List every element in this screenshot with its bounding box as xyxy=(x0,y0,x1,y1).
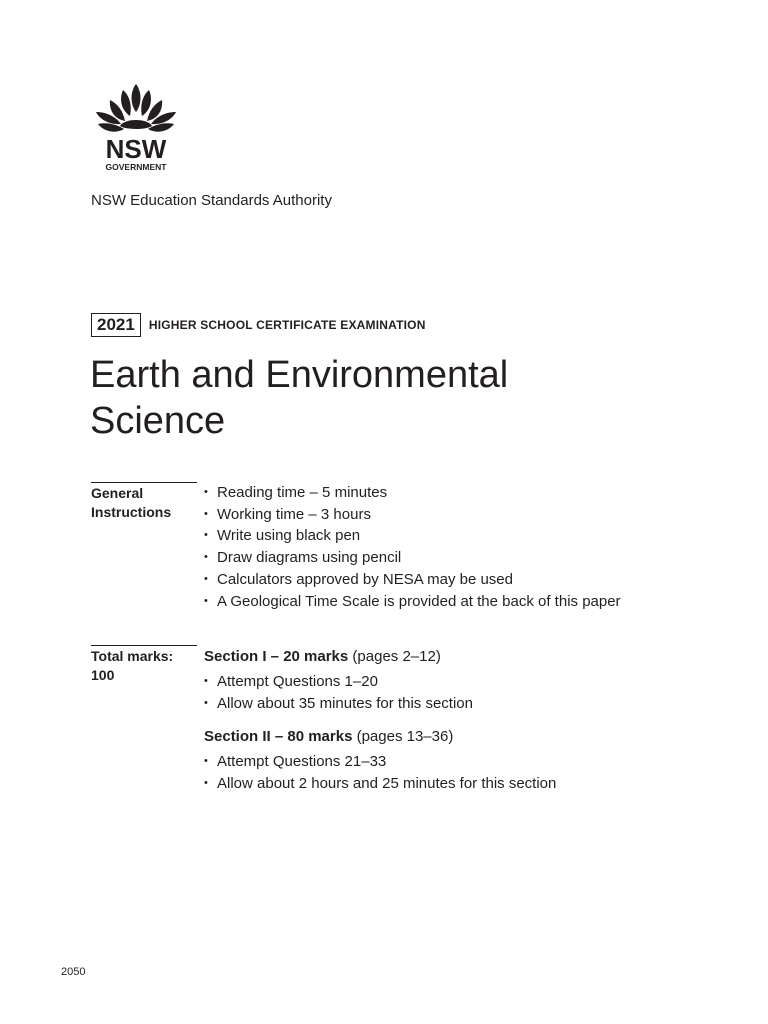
section-1-title: Section I – 20 marks xyxy=(204,648,349,665)
list-item: • Attempt Questions 1–20 xyxy=(204,671,473,693)
waratah-flower-icon xyxy=(90,82,182,174)
total-marks-value: 100 xyxy=(91,667,115,683)
list-item: • A Geological Time Scale is provided at the back of this paper xyxy=(204,591,621,613)
list-item: • Attempt Questions 21–33 xyxy=(204,751,556,773)
authority-name: NSW Education Standards Authority xyxy=(91,192,332,209)
general-instructions-label-line1: General xyxy=(91,485,144,501)
list-item: • Allow about 35 minutes for this section xyxy=(204,693,473,715)
subject-title-line2: Science xyxy=(90,400,226,442)
section-1-list xyxy=(204,671,473,714)
nsw-government-logo xyxy=(90,82,182,174)
list-item: • Draw diagrams using pencil xyxy=(204,547,621,569)
logo-subtext: GOVERNMENT xyxy=(105,162,167,172)
section-1-heading xyxy=(204,647,441,667)
exam-title: HIGHER SCHOOL CERTIFICATE EXAMINATION xyxy=(148,318,426,332)
subject-title-line1: Earth and Environmental xyxy=(90,354,509,396)
general-instructions-list xyxy=(204,482,621,612)
list-item: • Write using black pen xyxy=(204,525,621,547)
logo-wordmark: NSW xyxy=(105,134,167,164)
subject-title xyxy=(90,352,690,444)
total-marks-label xyxy=(91,645,197,685)
general-instructions-label-line2: Instructions xyxy=(91,504,172,520)
section-2-heading xyxy=(204,727,453,747)
list-item: • Allow about 2 hours and 25 minutes for this section xyxy=(204,773,556,795)
section-1-pages: (pages 2–12) xyxy=(352,648,441,665)
section-2-title: Section II – 80 marks xyxy=(204,728,353,745)
list-item: • Working time – 3 hours xyxy=(204,504,621,526)
general-instructions-label xyxy=(91,482,197,522)
section-2-pages: (pages 13–36) xyxy=(356,728,454,745)
exam-year-box: 2021 xyxy=(91,313,141,337)
section-2-list xyxy=(204,751,556,794)
total-marks-label-line1: Total marks: xyxy=(91,648,174,664)
list-item: • Reading time – 5 minutes xyxy=(204,482,621,504)
list-item: • Calculators approved by NESA may be used xyxy=(204,569,621,591)
exam-header xyxy=(91,313,426,337)
paper-code: 2050 xyxy=(61,966,86,978)
